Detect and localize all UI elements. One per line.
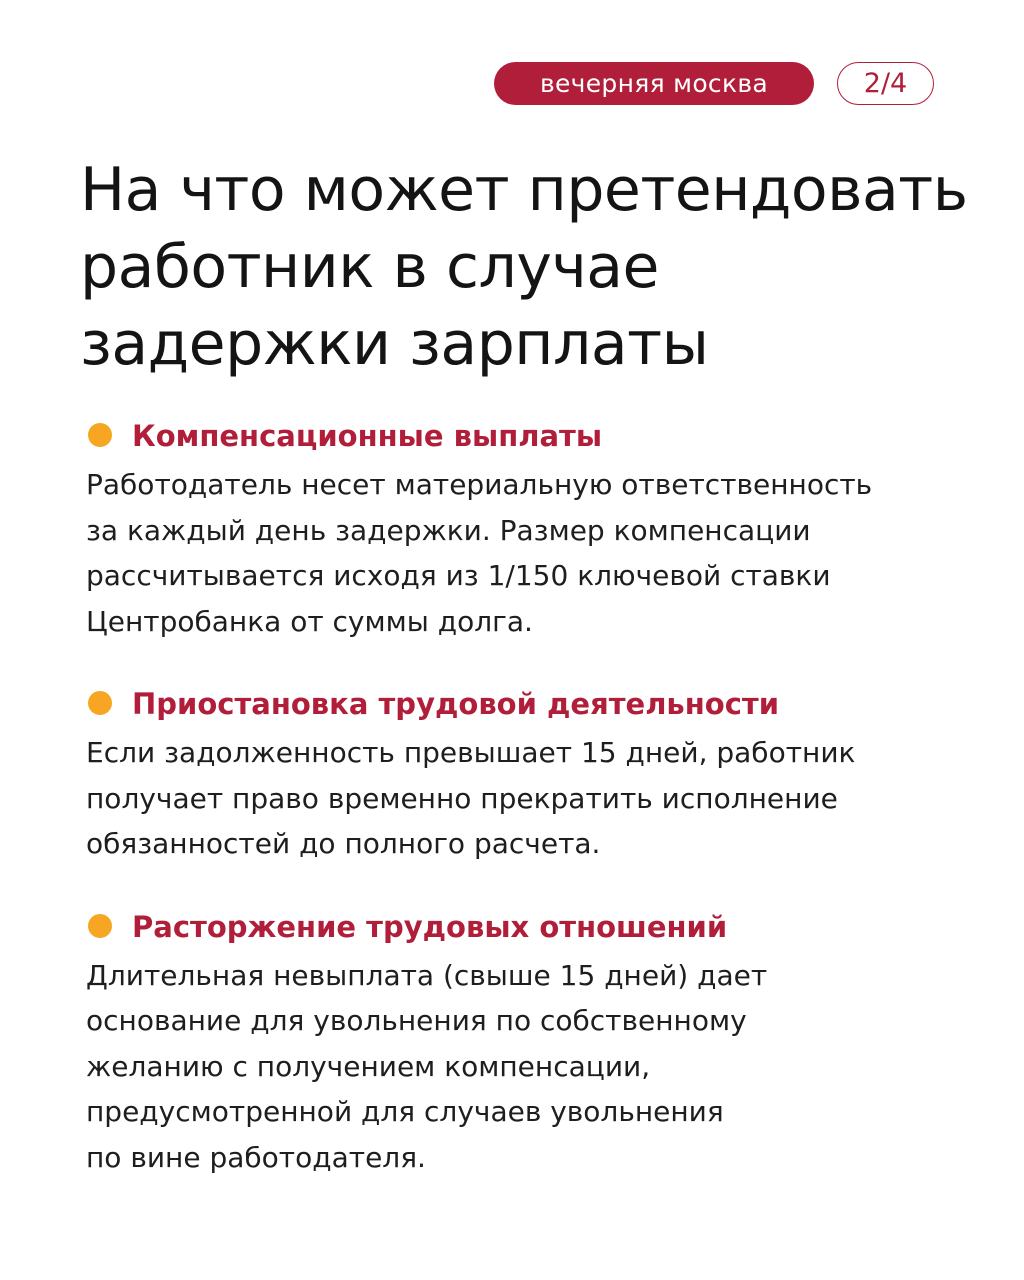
orange-dot-icon (88, 423, 112, 447)
section-body: Длительная невыплата (свыше 15 дней) дает основание для увольнения по собственному желанию с получением компенсации, предусмотренной для случаев увольнения по вине работодателя. (86, 958, 768, 1174)
sections-list (86, 414, 966, 1218)
section-suspension (86, 682, 966, 867)
section-body: Если задолженность превышает 15 дней, работник получает право временно прекратить исполнение обязанностей до полного расчета. (86, 736, 856, 860)
section-compensation (86, 414, 966, 644)
section-heading: Приостановка трудовой деятельности (132, 687, 780, 721)
section-body: Работодатель несет материальную ответственность за каждый день задержки. Размер компенсации рассчитывается исходя из 1/150 ключевой ставки Центробанка от суммы долга. (86, 468, 873, 638)
section-heading: Расторжение трудовых отношений (132, 909, 728, 944)
brand-badge: вечерняя москва (494, 62, 814, 105)
page-title: На что может претендовать работник в случае задержки зарплаты (80, 155, 968, 379)
orange-dot-icon (88, 691, 112, 715)
section-termination (86, 905, 966, 1181)
orange-dot-icon (88, 914, 112, 938)
section-heading: Компенсационные выплаты (132, 419, 603, 453)
page-counter-badge: 2/4 (837, 62, 934, 105)
